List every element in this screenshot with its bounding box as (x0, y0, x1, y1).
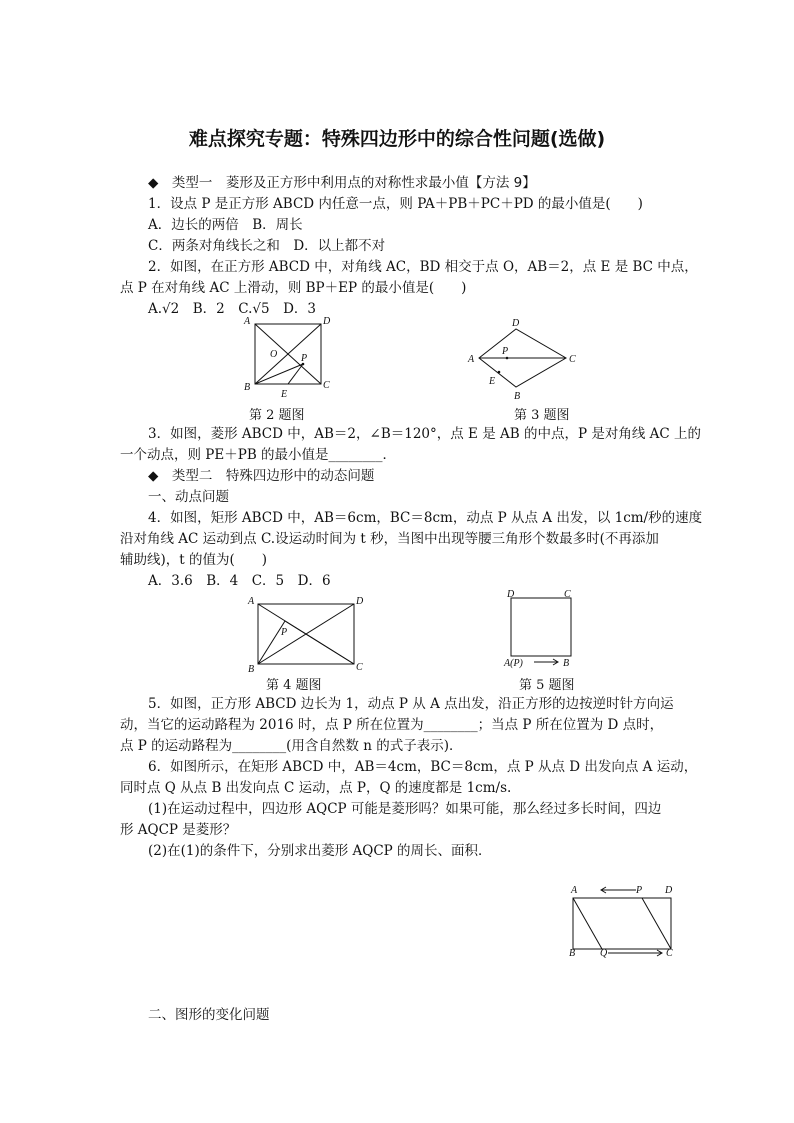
subsection-moving-point: 一、动点问题 (148, 489, 229, 505)
question-5-line-1: 5．如图，正方形 ABCD 边长为 1，动点 P 从 A 点出发，沿正方形的边按逆时针方向运 (148, 696, 674, 712)
question-5-line-3: 点 P 的运动路程为________(用含自然数 n 的式子表示)． (120, 738, 463, 754)
fig3-label-a: A (468, 354, 475, 365)
fig4-label-c: C (356, 662, 363, 673)
question-1-options-a-b: A．边长的两倍 B．周长 (148, 217, 303, 233)
question-6-line-2: 同时点 Q 从点 B 出发向点 C 运动，点 P，Q 的速度都是 1cm/s. (120, 780, 512, 796)
question-6-part-1-line-1: (1)在运动过程中，四边形 AQCP 可能是菱形吗？如果可能，那么经过多长时间，四边 (148, 801, 662, 817)
fig6-label-c: C (666, 948, 673, 959)
question-6-part-2: (2)在(1)的条件下，分别求出菱形 AQCP 的周长、面积． (148, 843, 492, 859)
question-4-line-3: 辅助线)，t 的值为( ) (120, 552, 268, 568)
fig5-label-d: D (507, 589, 515, 600)
fig6-label-d: D (665, 885, 673, 896)
figure-3-rhombus (466, 316, 586, 400)
fig3-label-p: P (502, 346, 509, 357)
figure-4-caption: 第 4 题图 (266, 678, 322, 693)
question-6-line-1: 6．如图所示，在矩形 ABCD 中，AB＝4cm，BC＝8cm，点 P 从点 D 出发向点 A 运动， (148, 759, 698, 775)
page-title: 难点探究专题：特殊四边形中的综合性问题(选做) (188, 128, 606, 150)
section-type-2: ◆ 类型二 特殊四边形中的动态问题 (148, 468, 375, 484)
subsection-transformation: 二、图形的变化问题 (148, 1007, 270, 1023)
fig5-label-a-p: A(P) (504, 658, 523, 669)
section-type-1: ◆ 类型一 菱形及正方形中利用点的对称性求最小值【方法 9】 (148, 175, 536, 191)
fig2-label-b: B (244, 382, 251, 393)
fig6-label-q: Q (600, 948, 608, 959)
fig6-label-a: A (571, 885, 578, 896)
figure-5-caption: 第 5 题图 (519, 678, 575, 693)
figure-2-square (240, 316, 340, 400)
question-3-line-1: 3．如图，菱形 ABCD 中，AB＝2，∠B＝120°，点 E 是 AB 的中点，P 是对角线 AC 上的 (148, 426, 701, 442)
fig4-label-b: B (248, 664, 255, 675)
question-1-options-c-d: C．两条对角线长之和 D．以上都不对 (148, 238, 386, 254)
question-5-line-2: 动，当它的运动路程为 2016 时，点 P 所在位置为________；当点 P 所在位置为 D 点时， (120, 717, 664, 733)
fig3-label-d: D (512, 318, 520, 329)
fig5-label-c: C (564, 589, 571, 600)
fig2-label-e: E (281, 389, 288, 400)
fig3-label-c: C (569, 354, 576, 365)
fig2-label-a: A (244, 316, 251, 327)
fig6-label-p: P (636, 885, 643, 896)
figure-2-caption: 第 2 题图 (249, 408, 305, 423)
fig2-label-o: O (270, 349, 278, 360)
question-4-line-2: 沿对角线 AC 运动到点 C.设运动时间为 t 秒，当图中出现等腰三角形个数最多时(不再添加 (120, 531, 659, 547)
question-2-line-2: 点 P 在对角线 AC 上滑动，则 BP＋EP 的最小值是( ) (120, 280, 467, 296)
fig4-label-d: D (356, 596, 364, 607)
fig5-label-b: B (563, 658, 570, 669)
fig4-label-p: P (281, 627, 288, 638)
figure-3-caption: 第 3 题图 (514, 408, 570, 423)
question-2-line-1: 2．如图，在正方形 ABCD 中，对角线 AC，BD 相交于点 O，AB＝2，点 E 是 BC 中点， (148, 259, 698, 275)
question-3-line-2: 一个动点，则 PE＋PB 的最小值是________． (120, 447, 397, 463)
question-4-line-1: 4．如图，矩形 ABCD 中，AB＝6cm，BC＝8cm，动点 P 从点 A 出发，以 1cm/秒的速度 (148, 510, 703, 526)
question-6-part-1-line-2: 形 AQCP 是菱形？ (120, 822, 237, 838)
figure-5-square (502, 586, 592, 670)
fig3-label-e: E (489, 376, 496, 387)
question-4-options: A．3.6 B．4 C．5 D．6 (148, 573, 331, 589)
question-1: 1．设点 P 是正方形 ABCD 内任意一点，则 PA＋PB＋PC＋PD 的最小值是( ) (148, 196, 643, 212)
fig4-label-a: A (248, 596, 255, 607)
fig2-label-d: D (323, 316, 331, 327)
figure-4-rectangle (244, 594, 374, 674)
question-2-options: A.√2 B．2 C.√5 D．3 (148, 301, 316, 317)
fig6-label-b: B (569, 948, 576, 959)
fig3-label-b: B (514, 391, 521, 402)
fig2-label-c: C (323, 380, 330, 391)
figure-6-rectangle (566, 878, 686, 962)
fig2-label-p: P (301, 353, 308, 364)
